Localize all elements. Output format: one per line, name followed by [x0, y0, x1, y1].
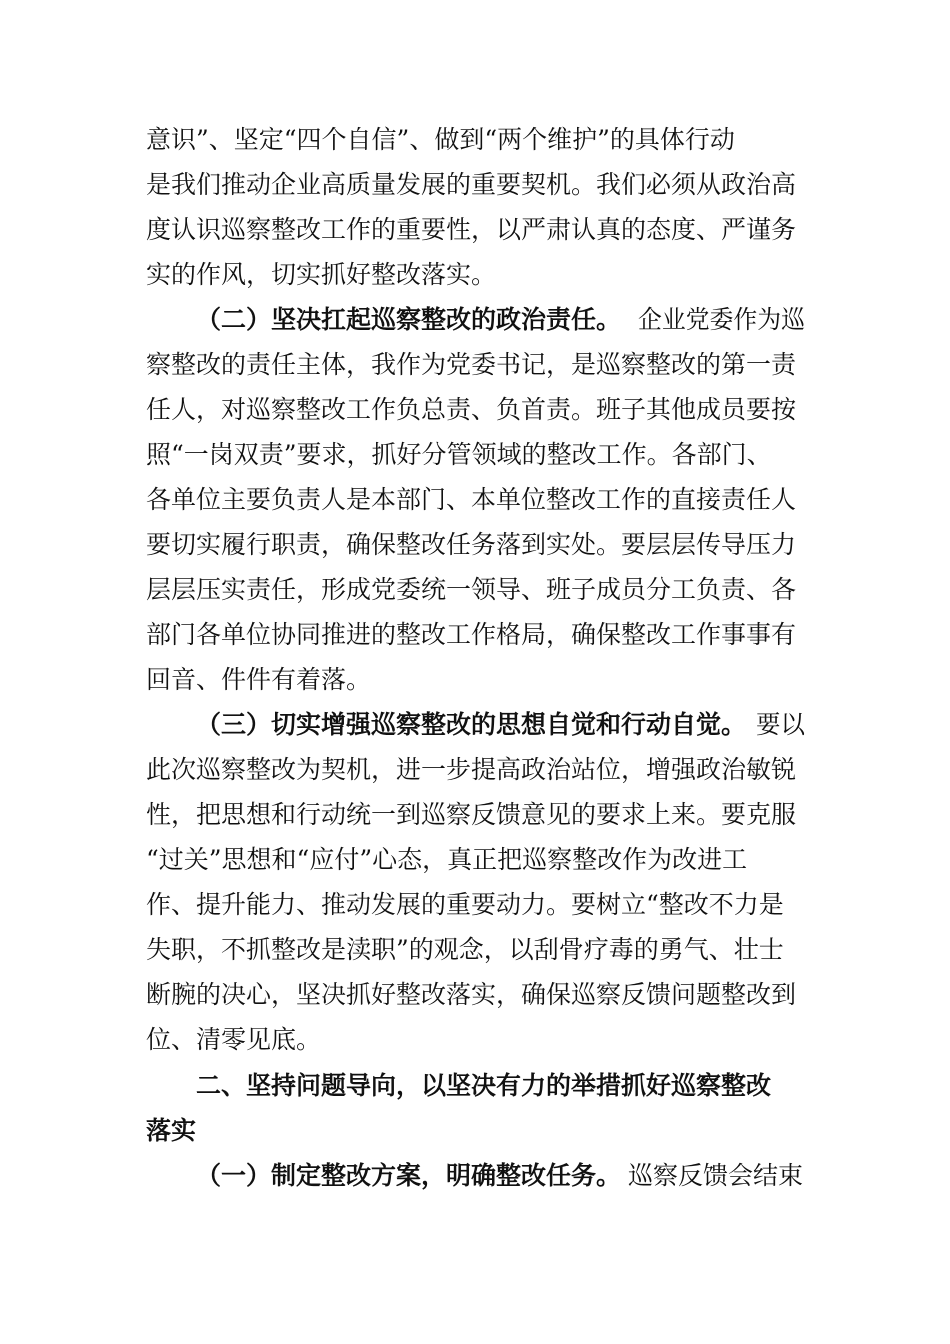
subheading-line — [0, 1154, 950, 1198]
text-line — [0, 568, 950, 612]
text-line — [0, 253, 950, 297]
text-line — [0, 1018, 950, 1062]
text-segment: 任人，对巡察整改工作负总责、负首责。班子其他成员要按 — [146, 395, 797, 424]
text-line — [0, 523, 950, 567]
text-line — [0, 118, 950, 162]
subheading-text: （一）制定整改方案，明确整改任务。 — [196, 1161, 622, 1190]
text-line — [0, 343, 950, 387]
section-heading: 落实 — [146, 1116, 197, 1145]
text-segment: 要以 — [756, 710, 806, 739]
text-segment: 此次巡察整改为契机，进一步提高政治站位，增强政治敏锐 — [146, 755, 797, 784]
text-line — [0, 748, 950, 792]
text-segment: “过关”思想和“应付”心态，真正把巡察整改作为改进工 — [146, 845, 748, 874]
text-line — [0, 838, 950, 882]
text-segment: 意识”、坚定“四个自信”、做到“两个维护”的具体行动 — [146, 125, 735, 154]
text-segment: 失职，不抓整改是渎职”的观念，以刮骨疗毒的勇气、壮士 — [146, 935, 784, 964]
text-segment: 是我们推动企业高质量发展的重要契机。我们必须从政治高 — [146, 170, 797, 199]
text-segment: 性，把思想和行动统一到巡察反馈意见的要求上来。要克服 — [146, 800, 797, 829]
subheading-text: （二）坚决扛起巡察整改的政治责任。 — [196, 305, 622, 334]
text-segment: 度认识巡察整改工作的重要性，以严肃认真的态度、严谨务 — [146, 215, 797, 244]
text-line — [0, 478, 950, 522]
text-segment: 企业党委作为巡 — [638, 305, 805, 334]
subheading-text: （三）切实增强巡察整改的思想自觉和行动自觉。 — [196, 710, 747, 739]
text-segment: 层层压实责任，形成党委统一领导、班子成员分工负责、各 — [146, 575, 797, 604]
text-segment: 位、清零见底。 — [146, 1025, 322, 1054]
text-line — [0, 613, 950, 657]
text-segment: 巡察反馈会结束 — [628, 1161, 804, 1190]
text-line — [0, 163, 950, 207]
text-line — [0, 928, 950, 972]
text-segment: 各单位主要负责人是本部门、本单位整改工作的直接责任人 — [146, 485, 797, 514]
text-line — [0, 658, 950, 702]
text-segment: 部门各单位协同推进的整改工作格局，确保整改工作事事有 — [146, 620, 797, 649]
text-line — [0, 388, 950, 432]
text-segment: 照“一岗双责”要求，抓好分管领域的整改工作。各部门、 — [146, 440, 772, 469]
section-heading-line — [0, 1109, 950, 1153]
text-line — [0, 883, 950, 927]
text-segment: 实的作风，切实抓好整改落实。 — [146, 260, 497, 289]
text-segment: 察整改的责任主体，我作为党委书记，是巡察整改的第一责 — [146, 350, 797, 379]
subheading-line — [0, 703, 950, 747]
text-line — [0, 973, 950, 1017]
text-segment: 回音、件件有着落。 — [146, 665, 372, 694]
section-heading-line — [0, 1064, 950, 1108]
subheading-line — [0, 298, 950, 342]
text-segment: 要切实履行职责，确保整改任务落到实处。要层层传导压力 — [146, 530, 797, 559]
text-segment: 作、提升能力、推动发展的重要动力。要树立“整改不力是 — [146, 890, 784, 919]
text-line — [0, 433, 950, 477]
section-heading: 二、坚持问题导向，以坚决有力的举措抓好巡察整改 — [196, 1071, 772, 1100]
text-segment: 断腕的决心，坚决抓好整改落实，确保巡察反馈问题整改到 — [146, 980, 797, 1009]
text-line — [0, 208, 950, 252]
text-line — [0, 793, 950, 837]
